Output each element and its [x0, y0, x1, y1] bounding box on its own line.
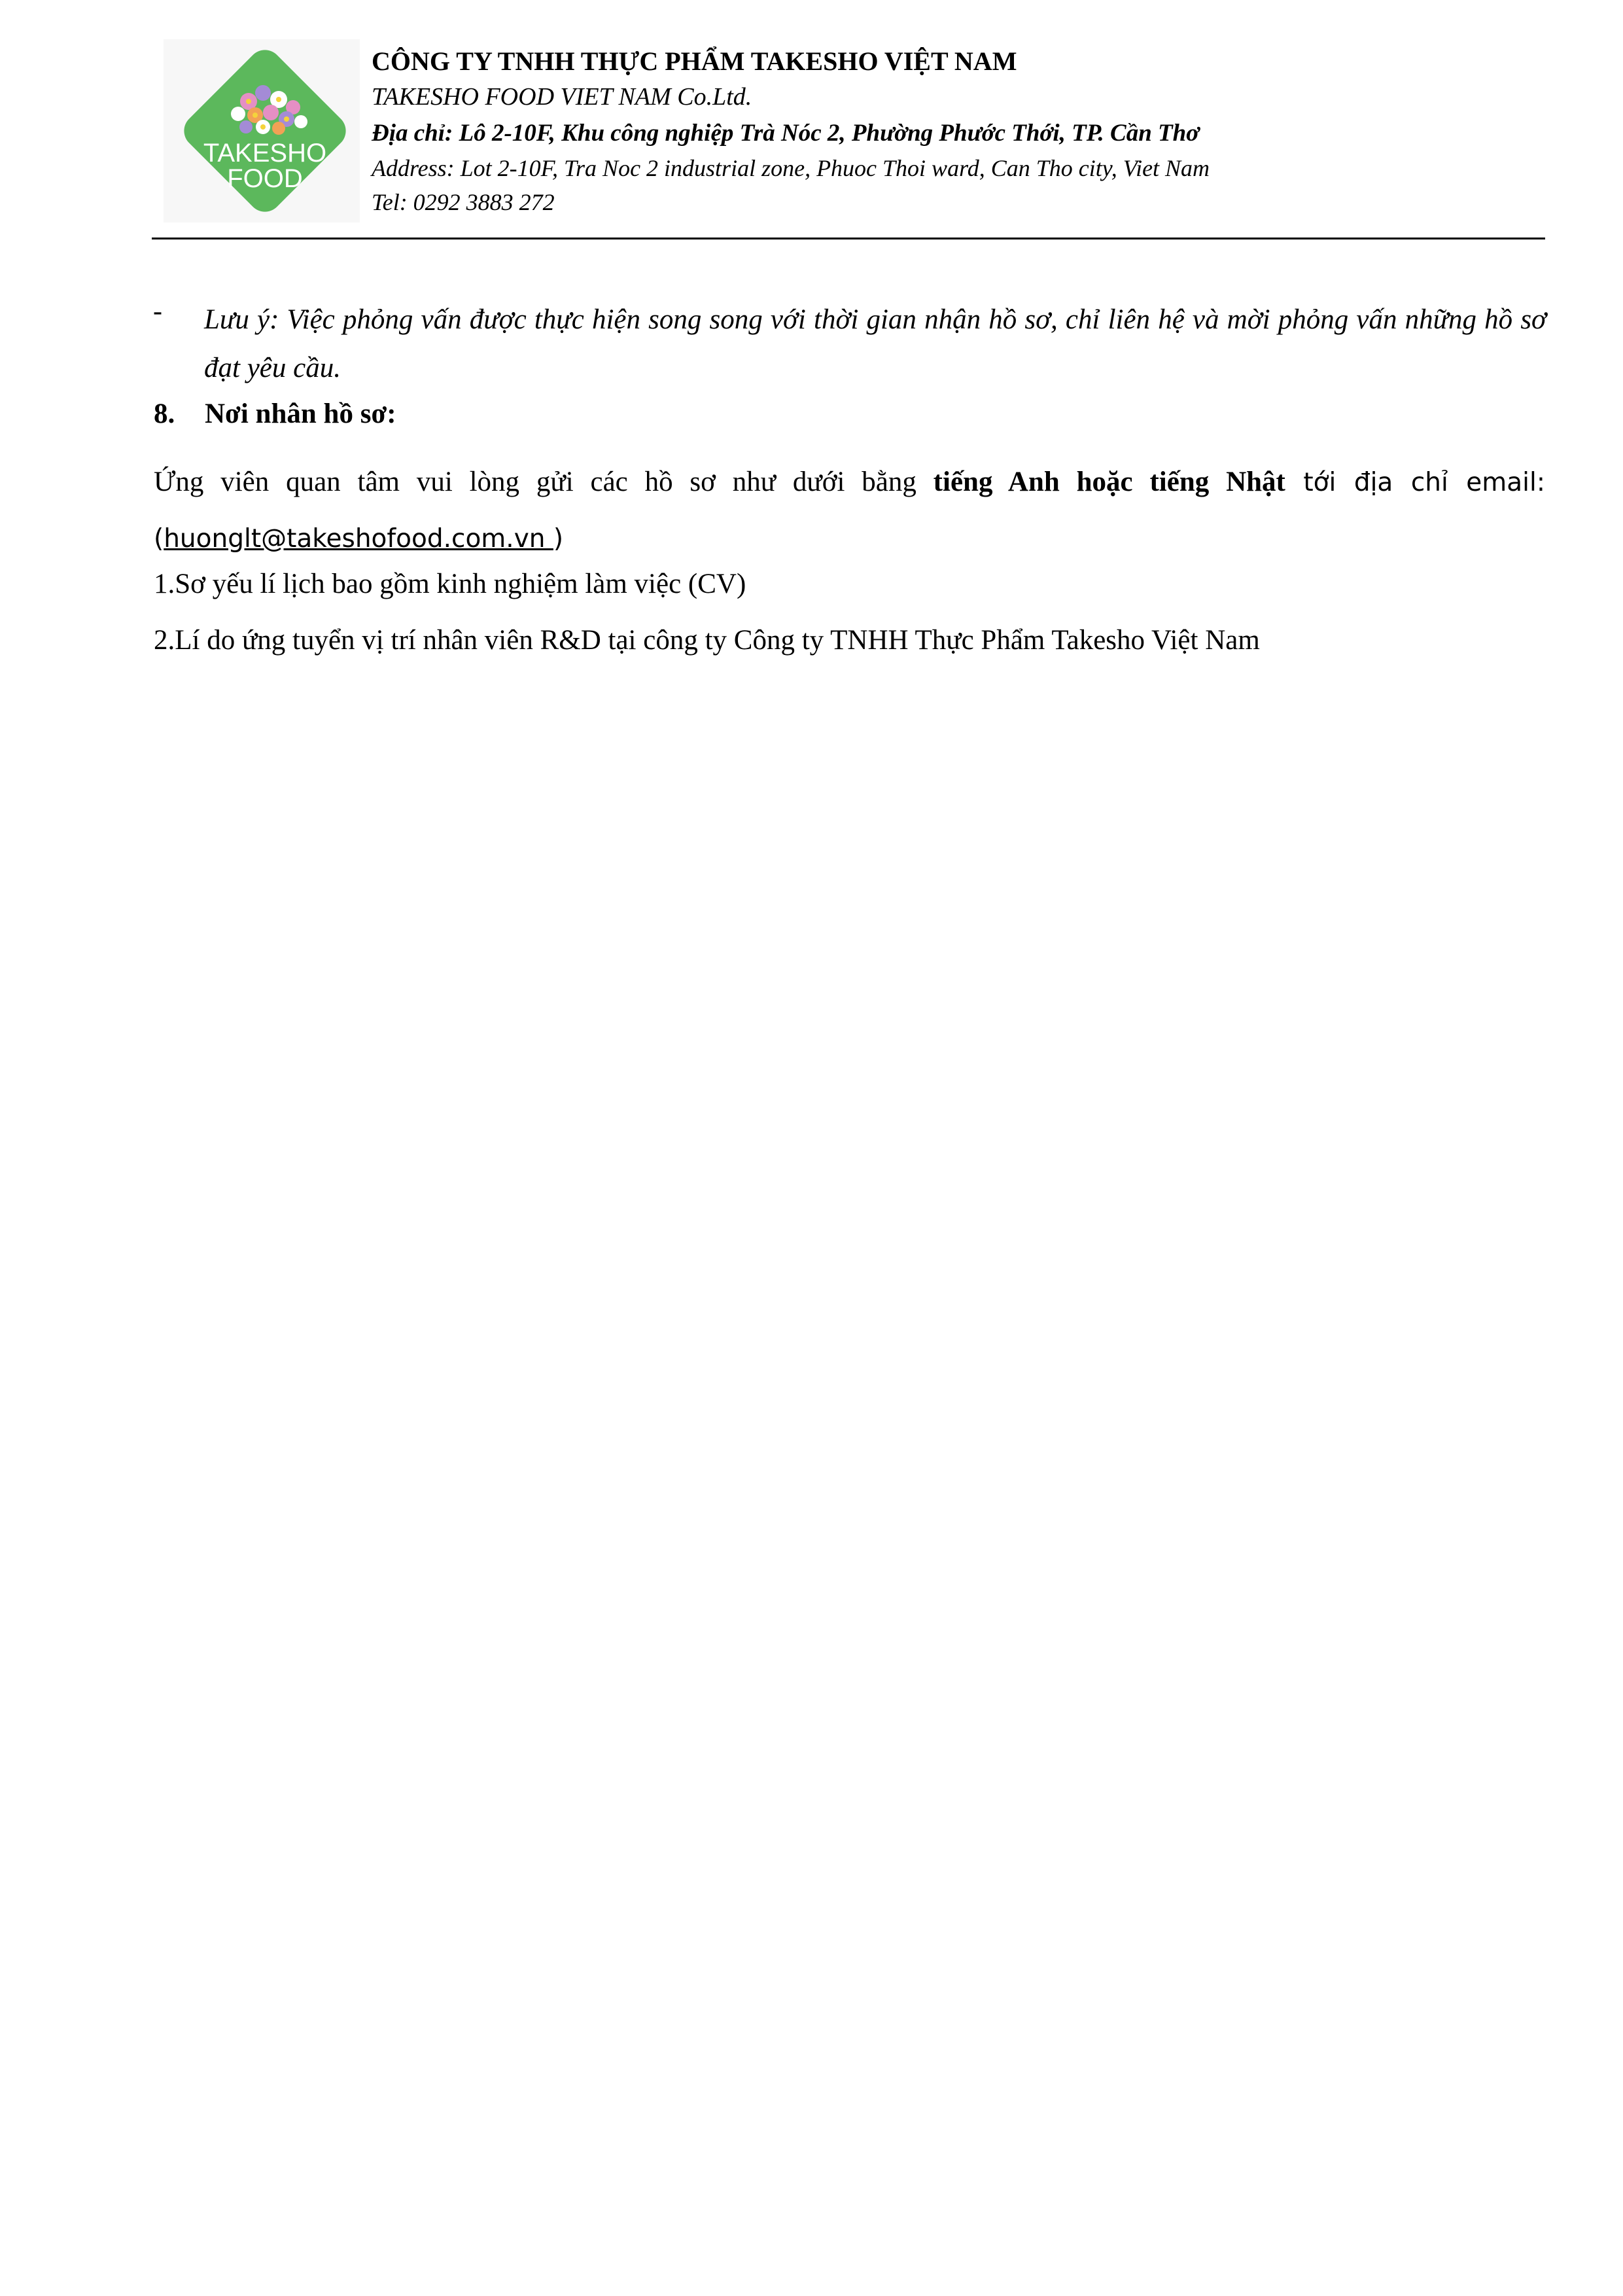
- instructions-text-after: tới địa chỉ email:: [1285, 468, 1545, 497]
- company-name-en: TAKESHO FOOD VIET NAM Co.Ltd.: [372, 83, 752, 111]
- section-title: Nơi nhân hồ sơ:: [205, 398, 396, 429]
- company-tel: Tel: 0292 3883 272: [372, 189, 555, 215]
- instructions-language-requirement: tiếng Anh hoặc tiếng Nhật: [933, 467, 1285, 497]
- company-name: CÔNG TY TNHH THỰC PHẨM TAKESHO VIỆT NAM: [372, 46, 1017, 76]
- email-link[interactable]: huonglt@takeshofood.com.vn: [164, 524, 553, 554]
- email-line: [154, 511, 1545, 567]
- section-number: 8.: [154, 398, 175, 429]
- logo-text-top: TAKESHO: [203, 139, 327, 168]
- email-paren-open: (: [154, 524, 164, 554]
- header-divider: [152, 238, 1545, 239]
- takesho-food-logo: [164, 39, 360, 222]
- note-bullet: -: [153, 296, 162, 327]
- logo-text-bottom: FOOD: [227, 164, 303, 193]
- note-text: Lưu ý: Việc phỏng vấn được thực hiện song song với thời gian nhận hồ sơ, chỉ liên hệ và mời phỏng vấn những hồ sơ đạt yêu cầu.: [204, 304, 1546, 383]
- section-heading: [154, 398, 396, 430]
- company-address-en: Address: Lot 2-10F, Tra Noc 2 industrial zone, Phuoc Thoi ward, Can Tho city, Viet Nam: [372, 155, 1210, 181]
- document-item-cv: 1.Sơ yếu lí lịch bao gồm kinh nghiệm làm việc (CV): [154, 569, 746, 599]
- document-item-motivation: 2.Lí do ứng tuyển vị trí nhân viên R&D tại công ty Công ty TNHH Thực Phẩm Takesho Việt Nam: [154, 625, 1260, 656]
- letterhead: [164, 39, 1544, 236]
- submission-instructions: [154, 454, 1545, 567]
- email-paren-close: ): [553, 524, 564, 554]
- company-address-vi: Địa chỉ: Lô 2-10F, Khu công nghiệp Trà Nóc 2, Phường Phước Thới, TP. Cần Thơ: [372, 120, 1200, 147]
- instructions-text-before: Ứng viên quan tâm vui lòng gửi các hồ sơ như dưới bằng: [154, 467, 934, 497]
- logo-graphic: [164, 39, 360, 222]
- instructions-line: [154, 454, 1545, 511]
